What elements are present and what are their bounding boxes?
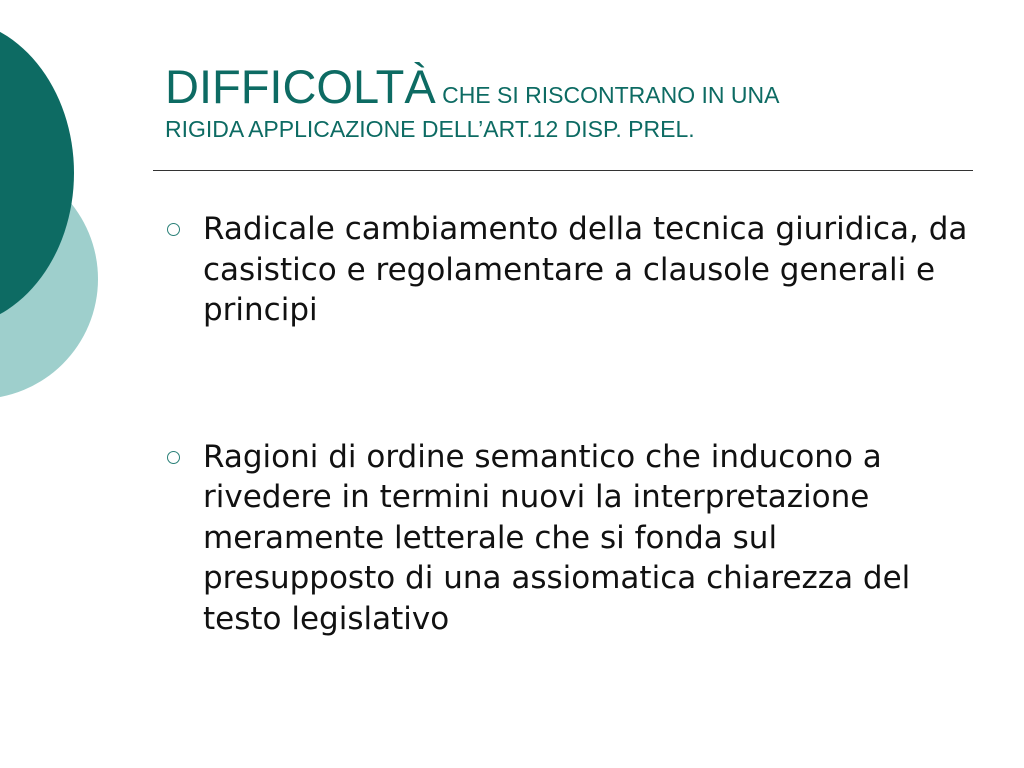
slide-title [165,62,965,141]
title-divider [153,170,973,171]
bullet-list [165,209,975,639]
bullet-text: Ragioni di ordine semantico che inducono a rivedere in termini nuovi la interpretazione meramente letterale che si fonda sul presupposto di una assiomatica chiarezza del testo legislativo [203,438,911,637]
title-main: DIFFICOLTÀ [165,60,436,113]
title-subtitle-line2: RIGIDA APPLICAZIONE DELL’ART.12 DISP. PREL. [165,116,695,143]
title-subtitle-line1: CHE SI RISCONTRANO IN UNA [435,82,780,108]
bullet-item [165,209,975,331]
hollow-circle-bullet-icon [167,451,180,464]
hollow-circle-bullet-icon [167,223,180,236]
bullet-item [165,437,975,640]
bullet-text: Radicale cambiamento della tecnica giuridica, da casistico e regolamentare a clausole generali e principi [203,211,968,328]
